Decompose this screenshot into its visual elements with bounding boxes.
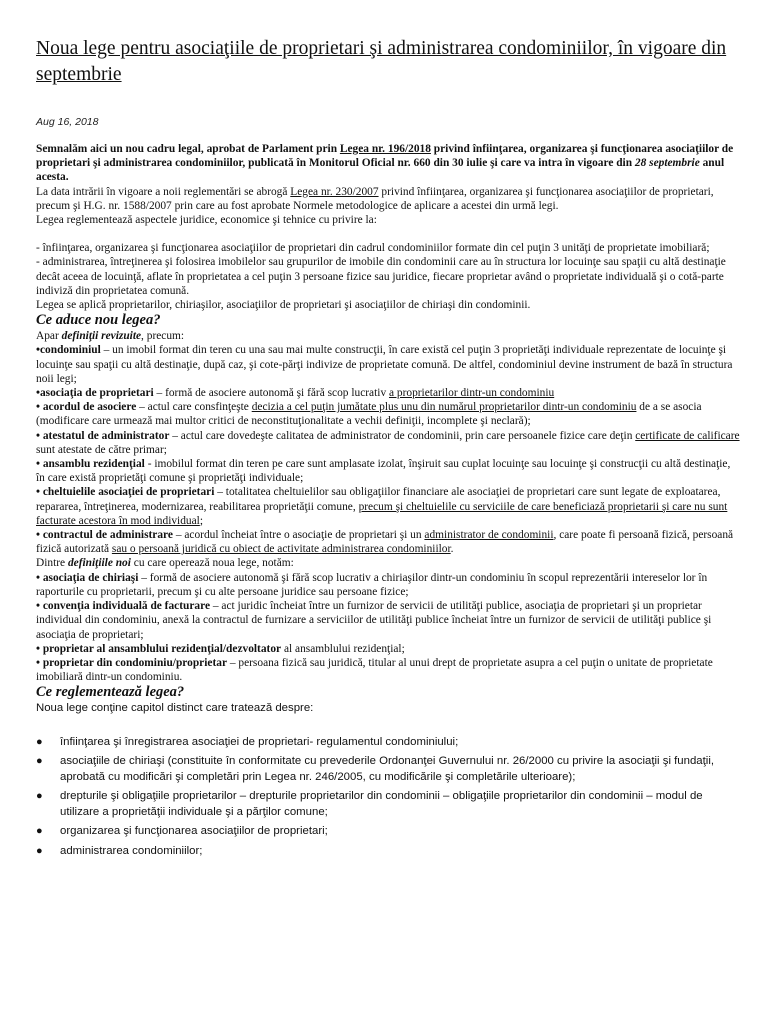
list-item-text: organizarea şi funcţionarea asociaţiilor de proprietari; <box>60 825 328 838</box>
definition-atestat-administrator <box>36 429 742 457</box>
definition-text: – formă de asociere autonomă şi fără scop lucrativ <box>153 387 389 400</box>
definition-term: • acordul de asociere <box>36 401 137 414</box>
definition-link[interactable]: precum şi cheltuielile cu serviciile de care beneficiază proprietarii şi care nu sunt facturate acestora în mod individual <box>36 500 728 527</box>
definition-term: • asociaţia de chiriaşi <box>36 571 139 584</box>
definitions-block <box>36 329 742 684</box>
list-item-text: drepturile şi obligaţiile proprietarilor – drepturile proprietarilor din condominii – obligaţiile proprietarilor din condominii – modul de utilizare a proprietăţii individuale şi a părţilor comune; <box>60 790 703 818</box>
definition-ansamblu-rezidential <box>36 457 742 485</box>
intro-paragraph-4: - înfiinţarea, organizarea şi funcţionarea asociaţiilor de proprietari din cadrul condominiilor formate din cel puţin 3 unităţi de proprietate imobiliară; <box>36 242 710 255</box>
definition-link[interactable]: certificate de calificare <box>635 429 740 442</box>
definition-text: . <box>450 543 454 556</box>
intro-text-2b: privind înfiinţarea, organizarea şi funcţionarea asociaţiilor de proprietari, precum şi H.G. nr. 1588/2007 prin care au fost aprobate Normele metodologice de aplicare a acestei din urmă legi. <box>36 185 714 212</box>
definition-term: •condominiul <box>36 344 101 357</box>
article-title[interactable]: Noua lege pentru asociaţiile de proprietari şi administrarea condominiilor, în vigoare din septembrie <box>36 38 727 85</box>
definition-conventie-facturare <box>36 599 742 642</box>
intro-date-italic: 28 septembrie <box>634 157 700 170</box>
definition-term: • cheltuielile asociaţiei de proprietari <box>36 486 215 499</box>
bullet-icon: ● <box>36 790 43 803</box>
lead-bold-italic: definiţiile noi <box>67 557 131 570</box>
lead-text-b: cu care operează noua lege, notăm: <box>130 557 294 570</box>
list-item-text: administrarea condominiilor; <box>60 844 203 857</box>
definition-text: – totalitatea cheltuielilor sau obligaţiilor financiare ale asociaţiei de proprietari care sunt legate de exploatarea, repararea, întreţinerea, modernizarea, reabilitarea proprietăţii comune, <box>36 486 721 513</box>
definition-term: •asociaţia de proprietari <box>36 387 154 400</box>
definition-text: sunt atestate de către primar; <box>36 443 167 456</box>
bullet-icon: ● <box>36 755 43 768</box>
regulation-list <box>36 735 742 860</box>
definition-link[interactable]: a proprietarilor dintr-un condominiu <box>388 387 555 400</box>
intro-text-1e: anul acesta. <box>36 157 725 184</box>
intro-text-1c: , organizarea şi funcţionarea asociaţiilor de proprietari şi administrarea condominiilor, <box>36 143 734 170</box>
lead-text-a: Dintre <box>36 557 68 570</box>
intro-paragraph-1 <box>36 142 742 185</box>
definition-text: de a se asocia (modificare care urmează mai multor critici de neconstituţionalitate a vechii definiţii, incomplete şi neclară); <box>36 401 702 428</box>
list-item <box>36 754 742 785</box>
definition-asociatia-chiriasi <box>36 571 742 599</box>
definitions-lead <box>36 329 742 343</box>
bullet-icon: ● <box>36 844 43 857</box>
definition-term: • convenţia individuală de facturare <box>36 600 211 613</box>
definition-term: • proprietar din condominiu/proprietar <box>36 656 227 669</box>
definition-cheltuieli <box>36 485 742 528</box>
definition-text: - imobilul format din teren pe care sunt amplasate izolat, înşiruit sau cuplat locuinţe sau locuinţe şi construcţii cu altă destinaţie, în care există proprietăţi comune şi proprietăţi individuale; <box>36 458 731 485</box>
lead-bold-italic: definiţii revizuite <box>61 330 142 343</box>
intro-block <box>36 142 742 312</box>
list-item-text: asociaţiile de chiriaşi (constituite în conformitate cu prevederile Ordonanţei Guvernului nr. 26/2000 cu privire la asociaţii şi fundaţii, aprobată cu modificări şi completări prin Legea nr. 246/2005, cu modificările şi completările ulterioare); <box>60 755 715 783</box>
definition-term: • contractul de administrare <box>36 529 173 542</box>
law-230-link[interactable]: Legea nr. 230/2007 <box>290 185 379 198</box>
definition-condominiu <box>36 343 742 386</box>
definition-term: • atestatul de administrator <box>36 429 170 442</box>
list-item <box>36 735 742 751</box>
bullet-icon: ● <box>36 735 43 748</box>
definition-contract-administrare <box>36 528 742 556</box>
list-item-text: înfiinţarea şi înregistrarea asociaţiei de proprietari- regulamentul condominiului; <box>60 735 459 748</box>
definition-text: – actul care consfinţeşte <box>136 401 252 414</box>
intro-paragraph-3: Legea reglementează aspectele juridice, economice şi tehnice cu privire la: <box>36 214 377 227</box>
definition-text: – un imobil format din teren cu una sau mai multe construcţii, în care există cel puţin 3 proprietăţi individuale reprezentate de locuinţe şi locuinţe sau spaţii cu altă destinaţie, după caz, şi cote-părţi indivize de proprietate comună. De altfel, condominiul devine instrument de bază în structura noii legi; <box>36 344 733 385</box>
definition-text: – formă de asociere autonomă şi fără scop lucrativ a chiriaşilor dintr-un condominiu în scopul reprezentării intereselor lor în raporturile cu proprietarii, precum şi cu alte persoane juridice sau persoane fizice; <box>36 571 708 598</box>
document-page <box>36 36 742 863</box>
intro-paragraph-2 <box>36 185 742 213</box>
section-heading-what-regulates: Ce reglementează legea? <box>36 684 185 701</box>
definition-text: – act juridic încheiat între un furnizor de servicii de utilităţi publice, asociaţia de proprietari şi un proprietar individual din condominiu, anexă la contractul de furnizare a serviciilor de utilităţi publice încheiat între un furnizor de servicii de utilităţi publice şi asociaţia de proprietari; <box>36 600 712 641</box>
definition-term: • ansamblu rezidenţial <box>36 458 145 471</box>
list-item <box>36 824 742 840</box>
definition-text: , care poate fi persoană fizică, persoană fizică autorizată <box>36 529 734 556</box>
bullet-icon: ● <box>36 825 43 838</box>
list-item <box>36 789 742 820</box>
intro-paragraph-5: - administrarea, întreţinerea şi folosirea imobilelor sau grupurilor de imobile din condominii care au în structura lor locuinţe sau spaţii cu altă destinaţie decât aceea de locuinţă, aflate în proprietatea a cel puţin 3 persoane fizice sau juridice, fiecare proprietar având o proprietate individuală şi o cotă-parte indiviză din proprietatea comună. <box>36 256 726 297</box>
new-definitions-lead <box>36 556 742 570</box>
definition-text: – persoana fizică sau juridică, titular al unui drept de proprietate asupra a cel puţin o unitate de proprietate imobiliară dintr-un condominiu. <box>36 656 713 684</box>
law-196-link[interactable]: Legea nr. 196/2018 <box>339 143 431 155</box>
definition-acord-asociere <box>36 400 742 428</box>
definition-text: al ansamblului rezidenţial; <box>281 642 405 655</box>
definition-text: – actul care dovedeşte calitatea de administrator de condominii, prin care persoanele fizice care deţin <box>169 429 636 442</box>
definition-term: • proprietar al ansamblului rezidenţial/dezvoltator <box>36 642 282 655</box>
intro-text-2a: La data intrării în vigoare a noii reglementări se abrogă <box>36 185 291 198</box>
intro-text-1d: în Monitorul Oficial nr. 660 din 30 iulie şi care va intra în vigoare din <box>293 157 635 170</box>
definition-link[interactable]: administrator de condominii <box>424 529 554 542</box>
definition-link[interactable]: decizia a cel puţin jumătate plus unu din numărul proprietarilor dintr-un condominiu <box>251 401 637 414</box>
regulation-block <box>36 701 742 859</box>
section-heading-what-new: Ce aduce nou legea? <box>36 312 161 329</box>
regulation-intro: Noua lege conţine capitol distinct care tratează despre: <box>36 702 314 715</box>
definition-text: ; <box>199 514 204 527</box>
list-item <box>36 844 742 860</box>
definition-text: – acordul încheiat între o asociaţie de proprietari şi un <box>172 529 425 542</box>
lead-text-a: Apar <box>36 330 62 343</box>
intro-paragraph-6: Legea se aplică proprietarilor, chiriaşilor, asociaţiilor de proprietari şi asociaţiilor de chiriaşi din condominii. <box>36 299 531 312</box>
definition-asociatia-proprietari <box>36 386 742 400</box>
intro-text-1b: privind <box>430 143 473 155</box>
definition-proprietar-dezvoltator <box>36 642 742 656</box>
article-date: Aug 16, 2018 <box>36 116 99 128</box>
intro-text-1a: aici un nou cadru legal, aprobat de Parlament prin <box>87 143 340 155</box>
intro-bold-1: Semnalăm <box>36 143 88 155</box>
intro-bold-2: înfiinţarea <box>472 143 524 155</box>
intro-bold-3: publicată <box>248 157 294 170</box>
definition-proprietar-condominiu <box>36 656 742 684</box>
lead-text-b: , precum: <box>141 330 185 343</box>
definition-link[interactable]: sau o persoană juridică cu obiect de activitate administrarea condominiilor <box>111 543 451 556</box>
